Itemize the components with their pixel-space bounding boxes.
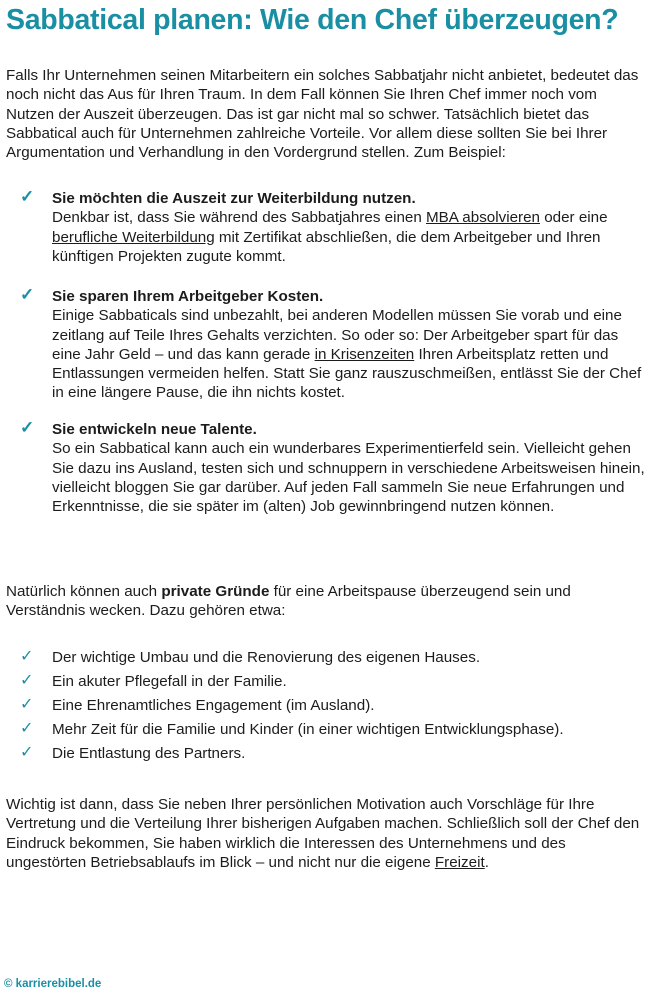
- copyright-footer: © karrierebibel.de: [4, 978, 102, 990]
- reason-text: oder eine: [539, 209, 608, 227]
- list-item: Mehr Zeit für die Familie und Kinder (in einer wichtigen Entwicklungsphase).: [52, 721, 564, 738]
- check-icon: ✓: [20, 720, 34, 737]
- krisenzeiten-link[interactable]: in Krisenzeiten: [314, 345, 415, 363]
- page-title: Sabbatical planen: Wie den Chef überzeugen?: [6, 4, 619, 36]
- check-icon: ✓: [20, 696, 34, 713]
- check-icon: ✓: [20, 187, 35, 206]
- closing-text: Wichtig ist dann, dass Sie neben Ihrer persönlichen Motivation auch Vorschläge für Ihre Vertretung und die Verteilung Ihrer bisherigen Aufgaben machen. Schließlich soll der Chef den Eindruck bekommen, Sie haben wirklich die Interessen des Unternehmens und des ungestörten Betriebsablaufs im Blick – und nicht nur die eigene: [6, 796, 640, 871]
- reason-item-talents: [52, 420, 648, 516]
- list-item: Ein akuter Pflegefall in der Familie.: [52, 673, 287, 690]
- reason-text: So ein Sabbatical kann auch ein wunderbares Experimentierfeld sein. Vielleicht gehen Sie dazu ins Ausland, testen sich und schnuppern in verschiedene Arbeitsweisen hinein, vielleicht bloggen Sie gar darüber. Auf jeden Fall sammeln Sie neue Erfahrungen und Erkenntnisse, die sie später im (alten) Job gewinnbringend nutzen können.: [52, 440, 645, 516]
- list-item: Der wichtige Umbau und die Renovierung des eigenen Hauses.: [52, 649, 481, 666]
- reason-heading: Sie entwickeln neue Talente.: [52, 421, 257, 438]
- reason-text: Einige Sabbaticals sind unbezahlt, bei anderen Modellen müssen Sie vorab und eine zeitlang auf Teile Ihres Gehalts verzichten. So oder so: Der Arbeitgeber spart für das eine Jahr Geld – und das kann gerade: [52, 307, 622, 363]
- reason-text: mit Zertifikat abschließen, die dem Arbeitgeber und Ihren künftigen Projekten zugute kommt.: [52, 228, 601, 265]
- mba-link[interactable]: MBA absolvieren: [426, 209, 540, 227]
- list-item: Die Entlastung des Partners.: [52, 745, 246, 762]
- private-bold-text: private Gründe: [161, 583, 270, 600]
- check-icon: ✓: [20, 418, 35, 437]
- reason-text: Ihren Arbeitsplatz retten und Entlassungen vermeiden helfen. Statt Sie ganz rauszuschmeißen, entlässt Sie der Chef in eine längere Pause, die ihn nichts kostet.: [52, 345, 642, 402]
- check-icon: ✓: [20, 285, 35, 304]
- private-text: Natürlich können auch: [6, 583, 162, 600]
- reason-item-training: [52, 189, 648, 266]
- closing-text: .: [484, 853, 489, 871]
- closing-paragraph: [6, 795, 642, 872]
- freizeit-link[interactable]: Freizeit: [434, 853, 485, 871]
- check-icon: ✓: [20, 672, 34, 689]
- intro-paragraph: Falls Ihr Unternehmen seinen Mitarbeitern ein solches Sabbatjahr nicht anbietet, bedeutet das noch nicht das Aus für Ihren Traum. In dem Fall können Sie Ihren Chef immer noch vom Nutzen der Auszeit überzeugen. Das ist gar nicht mal so schwer. Tatsächlich bietet das Sabbatical auch für Unternehmen zahlreiche Vorteile. Vor allem diese sollten Sie bei Ihrer Argumentation und Verhandlung in den Vordergrund stellen. Zum Beispiel:: [6, 67, 639, 162]
- weiterbildung-link[interactable]: berufliche Weiterbildung: [52, 228, 215, 246]
- reason-heading: Sie möchten die Auszeit zur Weiterbildung nutzen.: [52, 190, 416, 207]
- reason-text: Denkbar ist, dass Sie während des Sabbatjahres einen: [52, 209, 427, 227]
- reason-heading: Sie sparen Ihrem Arbeitgeber Kosten.: [52, 288, 324, 305]
- check-icon: ✓: [20, 648, 34, 665]
- list-item: Eine Ehrenamtliches Engagement (im Ausland).: [52, 697, 375, 714]
- private-text: für eine Arbeitspause überzeugend sein und Verständnis wecken. Dazu gehören etwa:: [6, 583, 571, 620]
- private-reasons-paragraph: [6, 582, 642, 621]
- reason-item-costs: [52, 287, 648, 403]
- check-icon: ✓: [20, 744, 34, 761]
